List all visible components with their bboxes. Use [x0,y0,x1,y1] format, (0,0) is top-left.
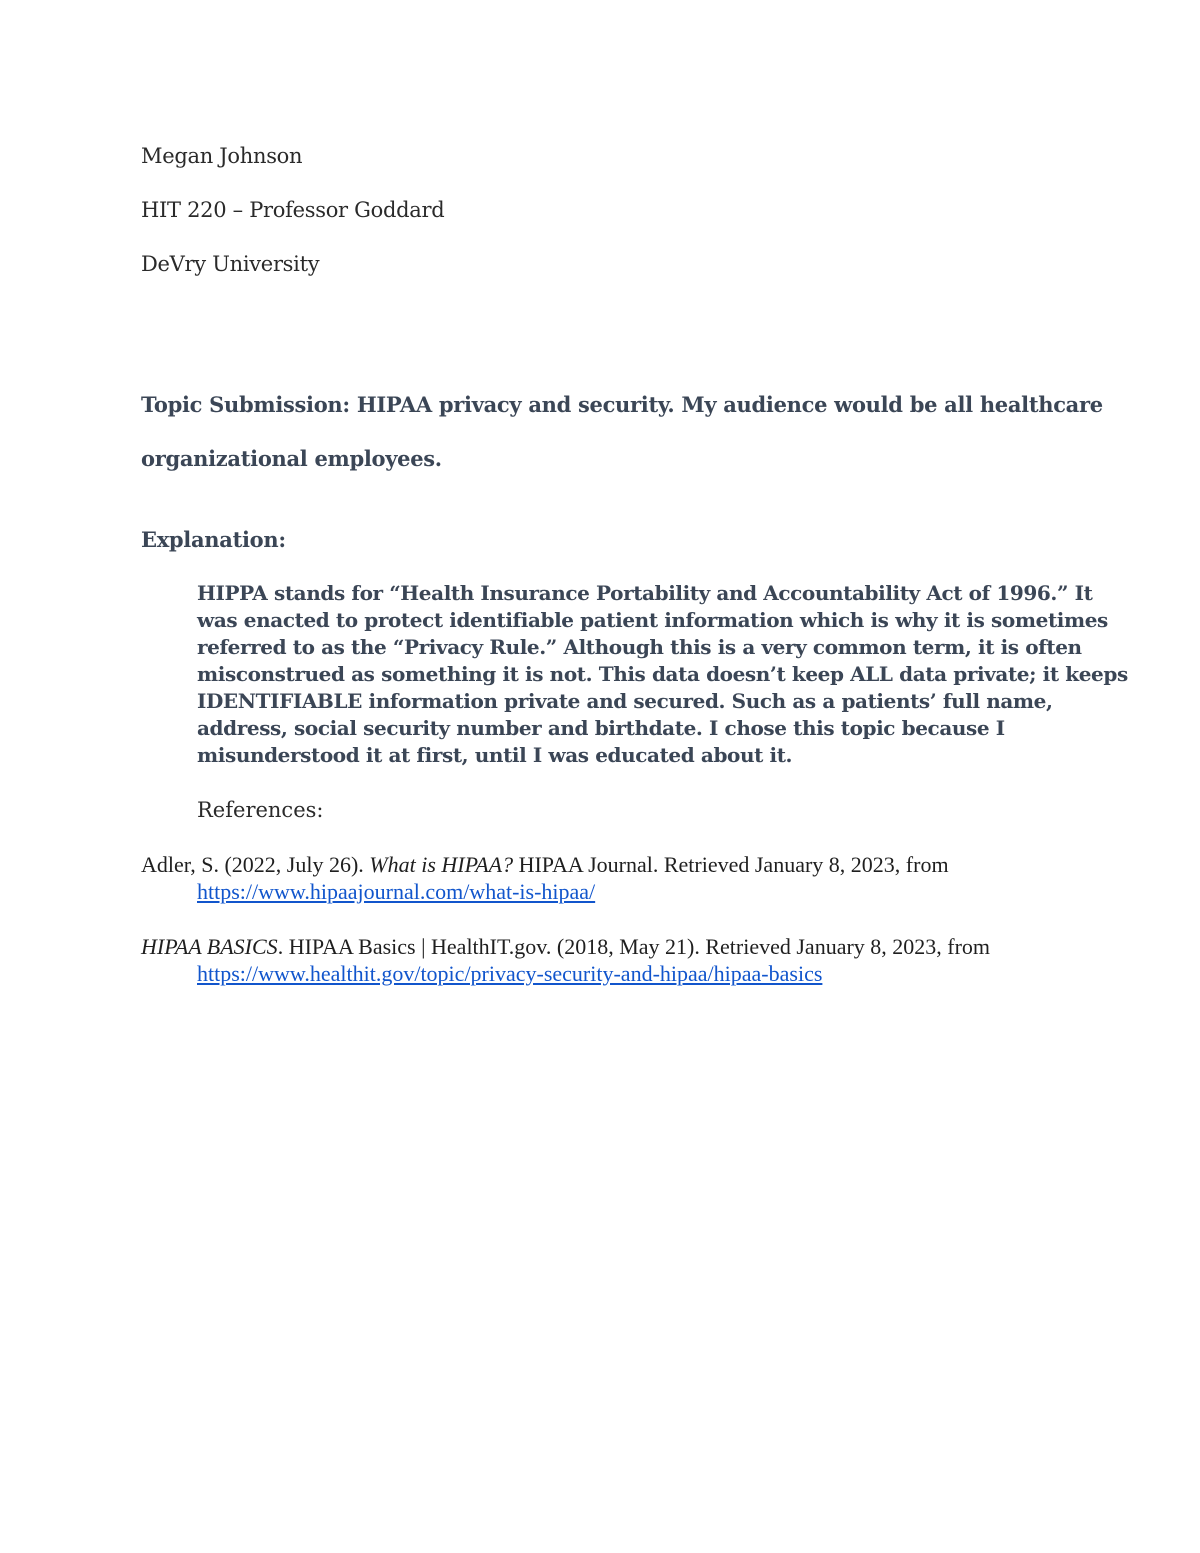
reference-item [141,933,1101,987]
explanation-line: misconstrued as something it is not. This data doesn’t keep ALL data private; it keeps [197,662,1128,686]
reference-title: HIPAA BASICS [141,934,278,959]
reference-citation [141,851,1101,878]
explanation-line: address, social security number and birthdate. I chose this topic because I [197,716,1005,740]
explanation-line: IDENTIFIABLE information private and secured. Such as a patients’ full name, [197,689,1053,713]
explanation-paragraph [197,580,1128,769]
reference-item [141,851,1101,905]
reference-suffix: HIPAA Journal. Retrieved January 8, 2023, from [513,852,949,877]
explanation-line: misunderstood it at first, until I was educated about it. [197,743,793,767]
school-name: DeVry University [141,252,320,276]
reference-prefix: Adler, S. (2022, July 26). [141,852,370,877]
topic-submission-line-2: organizational employees. [141,446,442,471]
reference-suffix: . HIPAA Basics | HealthIT.gov. (2018, May 21). Retrieved January 8, 2023, from [277,934,991,959]
reference-link[interactable]: https://www.hipaajournal.com/what-is-hipaa/ [197,879,596,904]
references-heading: References: [197,798,324,822]
explanation-heading: Explanation: [141,527,286,552]
course-info: HIT 220 – Professor Goddard [141,198,445,222]
explanation-line: was enacted to protect identifiable patient information which is why it is sometimes [197,608,1108,632]
reference-citation [141,933,1101,960]
reference-link[interactable]: https://www.healthit.gov/topic/privacy-security-and-hipaa/hipaa-basics [197,961,823,986]
explanation-line: referred to as the “Privacy Rule.” Although this is a very common term, it is often [197,635,1082,659]
author-name: Megan Johnson [141,144,303,168]
reference-title: What is HIPAA? [369,852,514,877]
explanation-line: HIPPA stands for “Health Insurance Portability and Accountability Act of 1996.” It [197,581,1093,605]
topic-submission-line-1: Topic Submission: HIPAA privacy and security. My audience would be all healthcare [141,392,1103,417]
